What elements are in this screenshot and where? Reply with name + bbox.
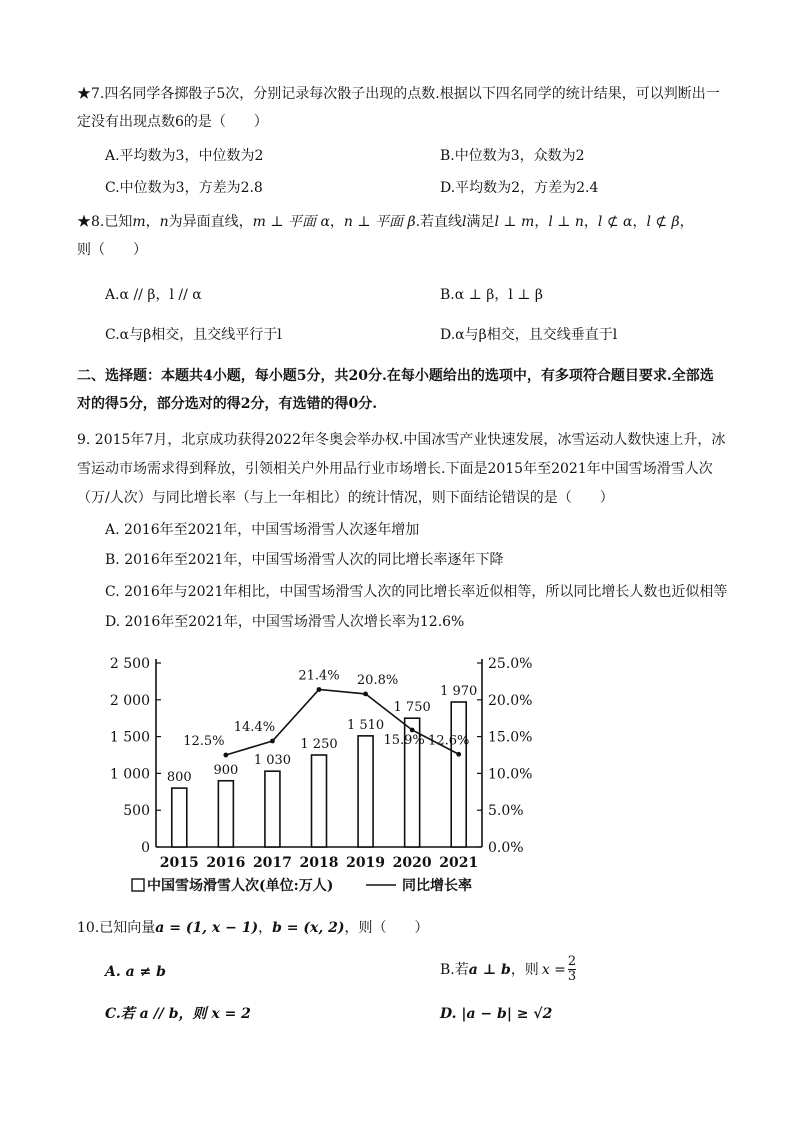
fraction-denominator: 3: [567, 969, 577, 984]
legend-line-label: 同比增长率: [402, 878, 472, 894]
bar-2017: [265, 771, 280, 847]
question-10-option-b-cond: a ⊥ b: [468, 961, 511, 978]
question-8-option-c: C.α与β相交，且交线平行于l: [105, 327, 282, 343]
question-10-vector-a: a = (1, x − 1): [155, 920, 259, 936]
growth-rate-label: 14.4%: [233, 720, 276, 736]
question-9-option-c: C. 2016年与2021年相比，中国雪场滑雪人次的同比增长率近似相等，所以同比增长人数也近似相等: [105, 584, 728, 600]
section-2-line-2: 对的得5分，部分选对的得2分，有选错的得0分.: [77, 396, 378, 412]
bar-label: 1 970: [440, 684, 478, 700]
growth-rate-label: 20.8%: [356, 672, 399, 688]
x-tick-label: 2018: [299, 855, 339, 871]
bar-2015: [172, 788, 187, 847]
left-tick-label: 2 000: [109, 692, 150, 709]
question-7-stem: [77, 80, 727, 136]
bar-label: 1 510: [346, 717, 385, 733]
question-7-option-c: C.中位数为3，方差为2.8: [105, 180, 263, 196]
left-tick-label: 0: [141, 840, 150, 856]
x-tick-label: 2016: [206, 855, 246, 871]
question-8-option-a: A.α // β，l // α: [105, 287, 202, 303]
bar-2016: [218, 781, 233, 847]
question-7-option-d: D.平均数为2，方差为2.4: [440, 180, 599, 196]
question-10-tail: ，则（ ）: [344, 920, 429, 936]
question-7-option-a: A.平均数为3，中位数为2: [105, 148, 264, 164]
section-2-instructions: [77, 362, 727, 418]
growth-rate-point: [363, 692, 368, 697]
question-9-stem: [77, 426, 727, 513]
growth-rate-point: [456, 752, 461, 757]
question-7-line-1: ★7.四名同学各掷骰子5次，分别记录每次骰子出现的点数.根据以下四名同学的统计结果，可以判断出一: [77, 86, 720, 102]
x-tick-label: 2019: [346, 855, 386, 871]
right-tick-label: 5.0%: [488, 803, 524, 820]
question-8-tail: 则（ ）: [77, 242, 147, 258]
question-9-option-b: B. 2016年至2021年，中国雪场滑雪人次的同比增长率逐年下降: [105, 552, 504, 568]
question-10-option-d-text: D. |a − b| ≥ √2: [440, 1006, 553, 1022]
fraction-numerator: 2: [567, 954, 577, 969]
question-8-option-d: D.α与β相交，且交线垂直于l: [440, 327, 618, 343]
right-tick-label: 25.0%: [488, 656, 533, 672]
question-10-option-b-x: x =: [541, 961, 566, 978]
right-tick-label: 15.0%: [488, 729, 533, 746]
question-7-option-b: B.中位数为3，众数为2: [440, 148, 585, 164]
question-8-cond-6: l ⊄ β: [646, 214, 680, 230]
x-tick-label: 2021: [439, 855, 479, 871]
question-9-line-2: 雪运动市场需求得到释放，引领相关户外用品行业市场增长.下面是2015年至2021年中国雪场滑雪人次: [77, 461, 713, 477]
bar-label: 800: [166, 770, 192, 786]
question-10-option-b: [440, 955, 578, 984]
bar-label: 1 250: [300, 737, 338, 752]
growth-rate-point: [223, 753, 228, 758]
growth-rate-point: [317, 687, 322, 692]
growth-rate-point: [270, 739, 275, 744]
section-2-line-1: 二、选择题：本题共4小题，每小题5分，共20分.在每小题给出的选项中，有多项符合题目要求.全部选: [77, 368, 714, 384]
x-tick-label: 2017: [252, 855, 292, 871]
question-8-cond-2: n ⊥ 平面 β: [343, 214, 416, 230]
legend-bar-swatch: [132, 879, 144, 891]
left-tick-label: 500: [123, 803, 150, 820]
question-9-option-a: A. 2016年至2021年，中国雪场滑雪人次逐年增加: [105, 522, 420, 538]
question-10-prefix: 10.已知向量: [77, 920, 156, 936]
legend-bar-label: 中国雪场滑雪人次(单位:万人): [147, 878, 334, 894]
question-8-cond-5: l ⊄ α: [597, 214, 633, 230]
growth-rate-label: 12.5%: [183, 734, 225, 749]
bar-label: 1 030: [253, 753, 292, 769]
growth-rate-label: 21.4%: [298, 668, 340, 684]
question-10-option-c: [105, 1004, 251, 1024]
question-10-option-b-prefix: B.若: [440, 961, 469, 978]
question-10-vector-b: b = (x, 2): [272, 920, 345, 936]
question-10-option-c-text: C.若 a // b，则 x = 2: [105, 1006, 251, 1022]
question-9-line-3: （万/人次）与同比增长率（与上一年相比）的统计情况，则下面结论错误的是（ ）: [77, 490, 614, 506]
growth-rate-label: 12.6%: [428, 733, 470, 749]
bar-2021: [451, 702, 466, 847]
question-8-stem: ★8.已知m，n为异面直线，m ⊥ 平面 α，n ⊥ 平面 β.若直线l满足l ⊥ m，l ⊥ n，l ⊄ α，l ⊄ β， 则（ ）: [77, 208, 727, 264]
question-9-line-1: 9. 2015年7月，北京成功获得2022年冬奥会举办权.中国冰雪产业快速发展，冰雪运动人数快速上升，冰: [77, 432, 726, 448]
left-tick-label: 1 000: [109, 766, 150, 783]
question-8-cond-1: m ⊥ 平面 α: [252, 214, 330, 230]
growth-rate-point: [410, 728, 415, 733]
growth-rate-label: 15.9%: [383, 732, 425, 748]
question-7-line-2: 定没有出现点数6的是（ ）: [77, 114, 268, 130]
ski-visits-chart: [104, 645, 554, 905]
question-10-option-b-mid: ，则: [510, 961, 539, 978]
question-10-option-d: [440, 1004, 552, 1024]
left-tick-label: 2 500: [109, 656, 150, 672]
question-8-var-l: l: [462, 214, 467, 230]
left-tick-label: 1 500: [109, 729, 150, 746]
question-8-text-1: 为异面直线，: [168, 214, 253, 230]
question-8-cond-3: l ⊥ m: [494, 214, 535, 230]
right-tick-label: 20.0%: [488, 692, 533, 709]
question-10-stem: 10.已知向量a = (1, x − 1)，b = (x, 2)，则（ ）: [77, 920, 429, 936]
x-tick-label: 2020: [392, 855, 432, 871]
bar-label: 1 750: [393, 700, 431, 716]
question-8-cond-4: l ⊥ n: [548, 214, 584, 230]
question-8-text-3: 满足: [466, 214, 495, 230]
bar-2019: [358, 736, 373, 847]
question-10-option-a: [105, 962, 166, 982]
question-10-fraction: [568, 955, 576, 984]
x-tick-label: 2015: [159, 855, 199, 871]
question-8-option-b: B.α ⊥ β，l ⊥ β: [440, 287, 543, 303]
bar-2018: [312, 755, 327, 847]
question-8-var-n: n: [159, 214, 169, 230]
question-9-option-d: D. 2016年至2021年，中国雪场滑雪人次增长率为12.6%: [105, 614, 465, 630]
question-8-prefix: ★8.已知: [77, 214, 133, 230]
question-10-option-a-text: A. a ≠ b: [105, 964, 166, 980]
question-8-var-m: m: [132, 214, 146, 230]
right-tick-label: 0.0%: [488, 840, 524, 856]
question-8-text-2: .若直线: [415, 214, 463, 230]
bar-label: 900: [213, 762, 239, 778]
right-tick-label: 10.0%: [488, 766, 533, 783]
